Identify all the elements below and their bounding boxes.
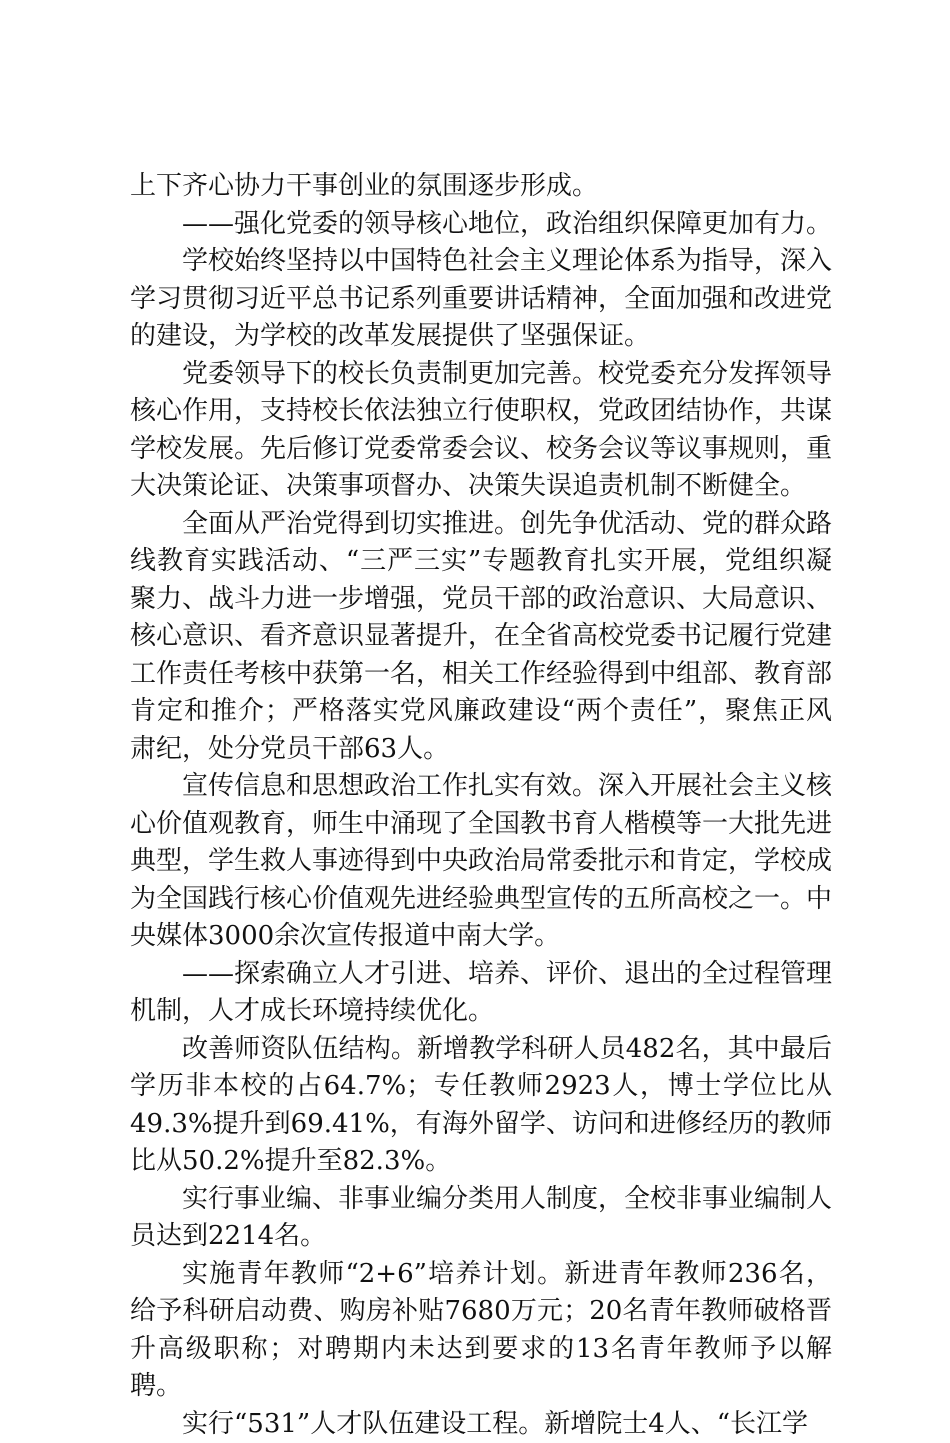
- paragraph-theory-guidance: 学校始终坚持以中国特色社会主义理论体系为指导，深入学习贯彻习近平总书记系列重要讲话精神，全面加强和改进党的建设，为学校的改革发展提供了坚强保证。: [130, 243, 832, 356]
- paragraph-atmosphere: 上下齐心协力干事创业的氛围逐步形成。: [130, 168, 832, 206]
- paragraph-heading-talent-mechanism: ——探索确立人才引进、培养、评价、退出的全过程管理机制，人才成长环境持续优化。: [130, 956, 832, 1031]
- paragraph-young-teacher-plan: 实施青年教师“2+6”培养计划。新进青年教师236名，给予科研启动费、购房补贴7680万元；20名青年教师破格晋升高级职称；对聘期内未达到要求的13名青年教师予以解聘。: [130, 1256, 832, 1406]
- paragraph-heading-party-leadership: ——强化党委的领导核心地位，政治组织保障更加有力。: [130, 206, 832, 244]
- document-body: [130, 168, 832, 1443]
- paragraph-staffing-system: 实行事业编、非事业编分类用人制度，全校非事业编制人员达到2214名。: [130, 1181, 832, 1256]
- paragraph-531-project: 实行“531”人才队伍建设工程。新增院士4人、“长江学: [130, 1406, 832, 1443]
- paragraph-strict-governance: 全面从严治党得到切实推进。创先争优活动、党的群众路线教育实践活动、“三严三实”专题教育扎实开展，党组织凝聚力、战斗力进一步增强，党员干部的政治意识、大局意识、核心意识、看齐意识显著提升，在全省高校党委书记履行党建工作责任考核中获第一名，相关工作经验得到中组部、教育部肯定和推介；严格落实党风廉政建设“两个责任”，聚焦正风肃纪，处分党员干部63人。: [130, 506, 832, 769]
- paragraph-faculty-structure: 改善师资队伍结构。新增教学科研人员482名，其中最后学历非本校的占64.7%；专任教师2923人，博士学位比从49.3%提升到69.41%，有海外留学、访问和进修经历的教师比从50.2%提升至82.3%。: [130, 1031, 832, 1181]
- paragraph-president-responsibility: 党委领导下的校长负责制更加完善。校党委充分发挥领导核心作用，支持校长依法独立行使职权，党政团结协作，共谋学校发展。先后修订党委常委会议、校务会议等议事规则，重大决策论证、决策事项督办、决策失误追责机制不断健全。: [130, 356, 832, 506]
- paragraph-propaganda-work: 宣传信息和思想政治工作扎实有效。深入开展社会主义核心价值观教育，师生中涌现了全国教书育人楷模等一大批先进典型，学生救人事迹得到中央政治局常委批示和肯定，学校成为全国践行核心价值观先进经验典型宣传的五所高校之一。中央媒体3000余次宣传报道中南大学。: [130, 768, 832, 956]
